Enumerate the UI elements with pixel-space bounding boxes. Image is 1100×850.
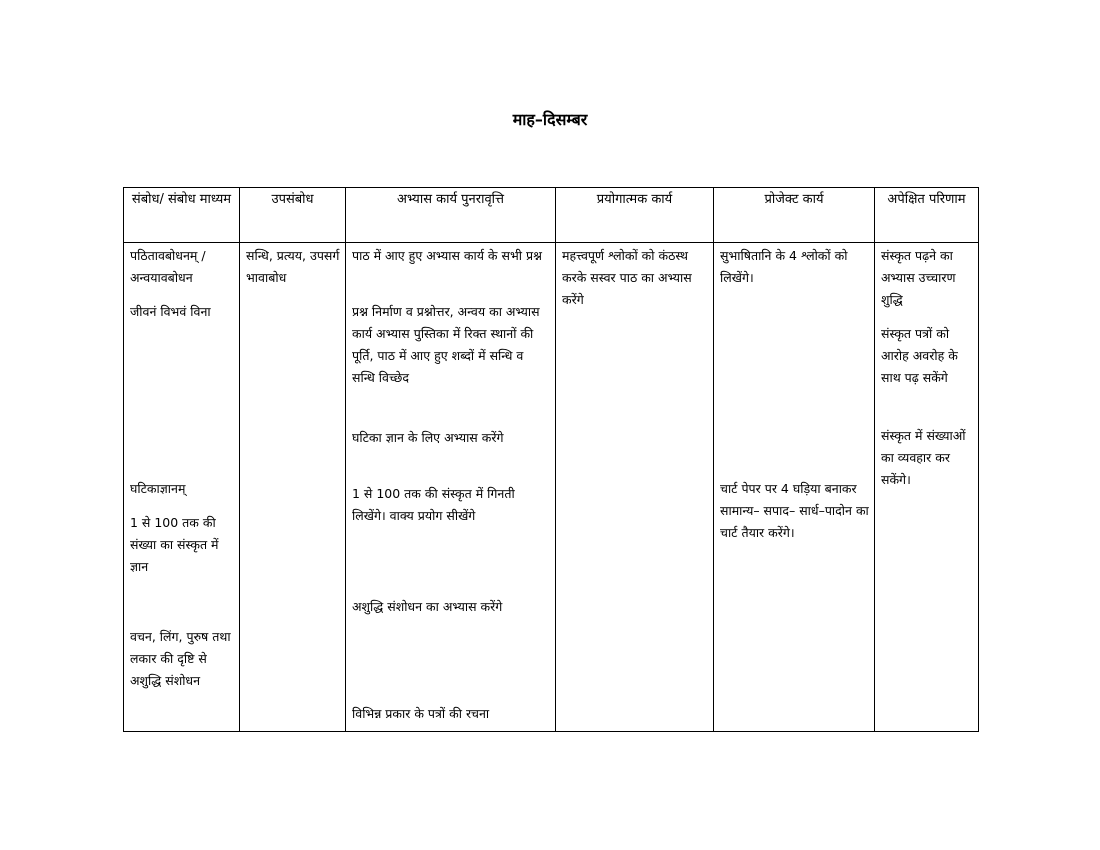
- lesson-plan-table: [123, 187, 979, 732]
- concept-item: पठितावबोधनम् /अन्वयावबोधन: [130, 248, 206, 285]
- cell-project-work: [714, 243, 875, 732]
- concept-item: घटिकाज्ञानम्: [130, 481, 186, 496]
- practice-item: अशुद्धि संशोधन का अभ्यास करेंगे: [352, 599, 503, 614]
- page-title: माह–दिसम्बर: [512, 110, 588, 129]
- practice-item: प्रश्न निर्माण व प्रश्नोत्तर, अन्वय का अभ्यास कार्य अभ्यास पुस्तिका में रिक्त स्थानों की पूर्ति, पाठ में आए हुए शब्दों में सन्धि व सन्धि विच्छेद: [352, 304, 540, 385]
- header-subconcept: उपसंबोध: [240, 188, 346, 243]
- cell-subconcepts: [240, 243, 346, 732]
- table-header-row: [124, 188, 979, 243]
- concept-item: वचन, लिंग, पुरुष तथा लकार की दृष्टि से अशुद्धि संशोधन: [130, 629, 231, 688]
- cell-practical-work: [556, 243, 714, 732]
- practice-item: 1 से 100 तक की संस्कृत में गिनती लिखेंगे। वाक्य प्रयोग सीखेंगे: [352, 486, 515, 523]
- table-row: [124, 243, 979, 732]
- header-practice-revision: अभ्यास कार्य पुनरावृत्ति: [346, 188, 556, 243]
- project-item: सुभाषितानि के 4 श्लोकों को लिखेंगे।: [720, 248, 848, 285]
- outcome-item: संस्कृत में संख्याओं का व्यवहार कर सकेंगे।: [881, 428, 966, 487]
- header-concept: संबोध/ संबोध माध्यम: [124, 188, 240, 243]
- practice-item: घटिका ज्ञान के लिए अभ्यास करेंगे: [352, 430, 504, 445]
- concept-item: जीवनं विभवं विना: [130, 304, 211, 319]
- subconcept-item: सन्धि, प्रत्यय, उपसर्ग भावाबोध: [246, 248, 340, 285]
- header-project-work: प्रोजेक्ट कार्य: [714, 188, 875, 243]
- practical-item: महत्त्वपूर्ण श्लोकों को कंठस्थ करके सस्वर पाठ का अभ्यास करेंगे: [562, 248, 692, 307]
- outcome-item: संस्कृत पत्रों को आरोह अवरोह के साथ पढ़ सकेंगे: [881, 326, 958, 385]
- cell-concepts: [124, 243, 240, 732]
- project-item: चार्ट पेपर पर 4 घड़िया बनाकर सामान्य– सपाद– सार्ध–पादोन का चार्ट तैयार करेंगे।: [720, 481, 869, 540]
- header-expected-outcome: अपेक्षित परिणाम: [875, 188, 979, 243]
- concept-item: 1 से 100 तक की संख्या का संस्कृत में ज्ञान: [130, 515, 219, 574]
- practice-item: पाठ में आए हुए अभ्यास कार्य के सभी प्रश्न: [352, 248, 542, 263]
- header-practical-work: प्रयोगात्मक कार्य: [556, 188, 714, 243]
- cell-expected-outcome: [875, 243, 979, 732]
- outcome-item: संस्कृत पढ़ने का अभ्यास उच्चारण शुद्धि: [881, 248, 956, 307]
- cell-practice-revision: [346, 243, 556, 732]
- practice-item: विभिन्न प्रकार के पत्रों की रचना: [352, 706, 490, 721]
